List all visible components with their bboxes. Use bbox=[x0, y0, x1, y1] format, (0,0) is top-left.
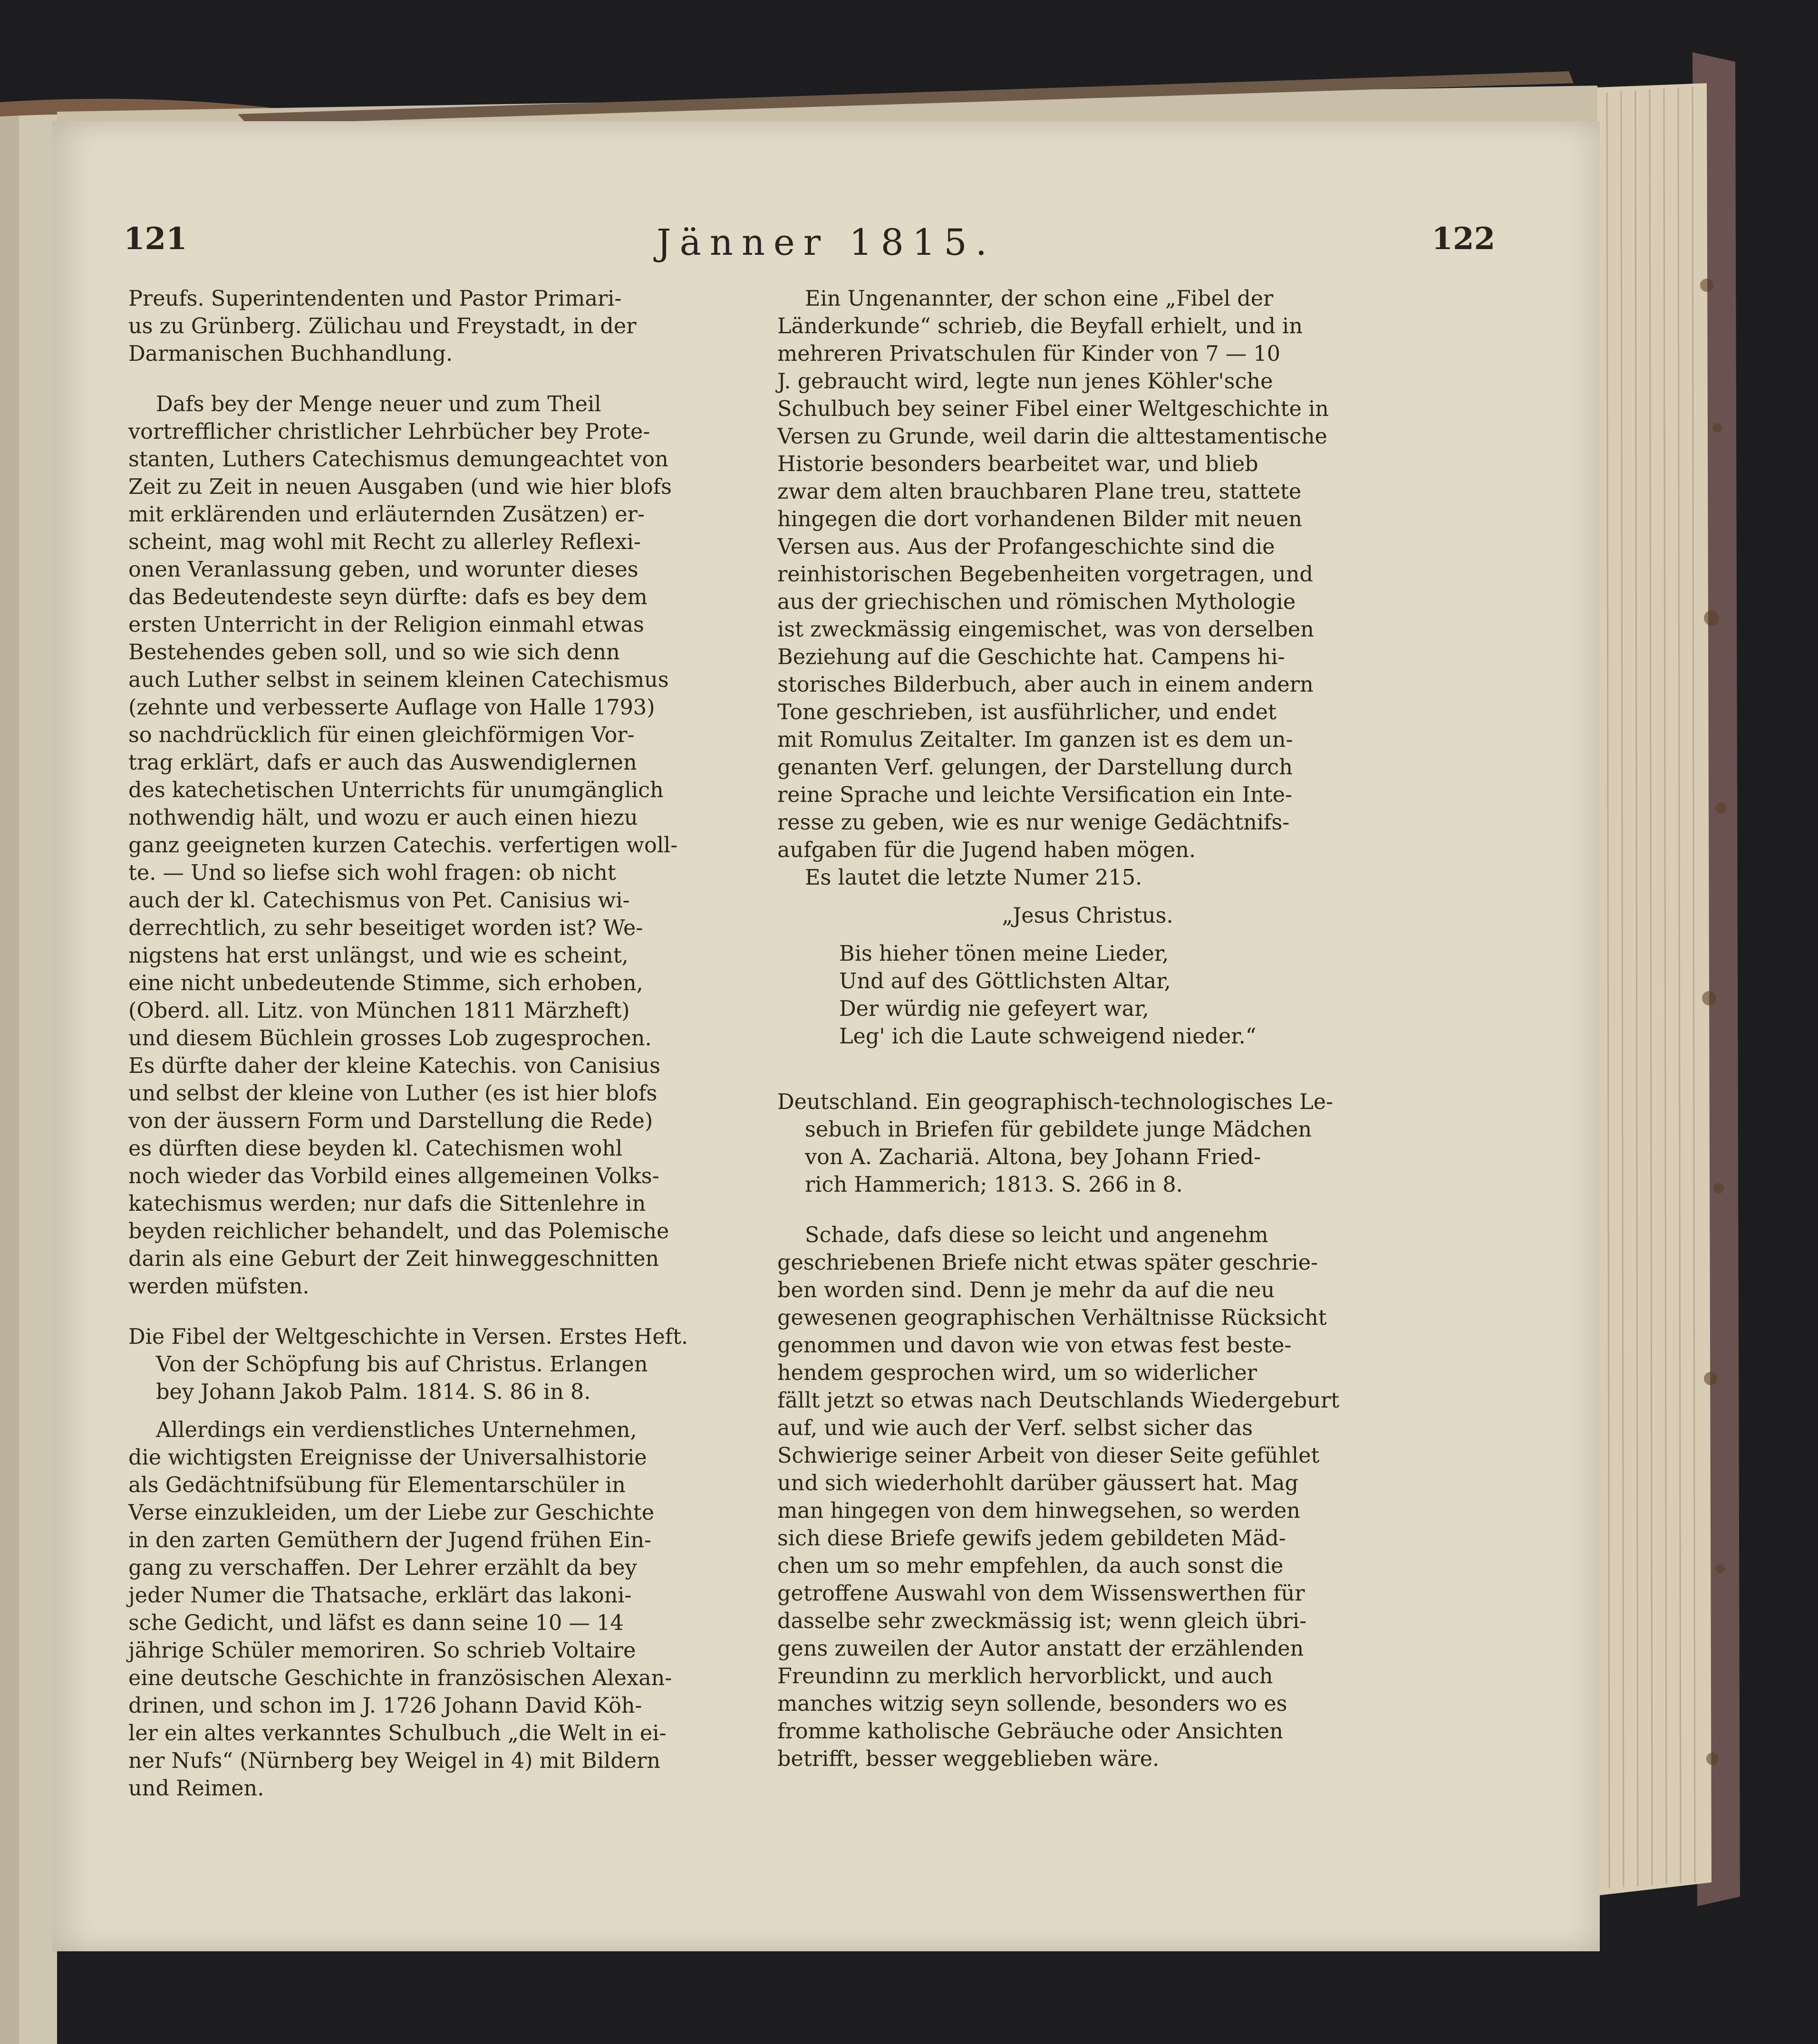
poem-line: Leg' ich die Laute schweigend nieder.“ bbox=[839, 1024, 1257, 1049]
text-line: Zeit zu Zeit in neuen Ausgaben (und wie hier blofs bbox=[128, 475, 672, 499]
text-line: und selbst der kleine von Luther (es ist hier blofs bbox=[128, 1081, 658, 1106]
text-line: scheint, mag wohl mit Recht zu allerley Reflexi- bbox=[128, 530, 641, 554]
text-line: aufgaben für die Jugend haben mögen. bbox=[777, 838, 1196, 862]
text-line: derrechtlich, zu sehr beseitiget worden ist? We- bbox=[128, 916, 643, 940]
text-line: mit Romulus Zeitalter. Im ganzen ist es dem un- bbox=[777, 728, 1293, 752]
text-line: onen Veranlassung geben, und worunter dieses bbox=[128, 558, 638, 582]
text-line: trag erklärt, dafs er auch das Auswendiglernen bbox=[128, 751, 637, 775]
text-line: genanten Verf. gelungen, der Darstellung durch bbox=[777, 755, 1293, 780]
text-line: eine deutsche Geschichte in französischen Alexan- bbox=[128, 1666, 672, 1690]
text-line: ner Nufs“ (Nürnberg bey Weigel in 4) mit Bildern bbox=[128, 1749, 661, 1773]
text-line: Versen zu Grunde, weil darin die alttestamentische bbox=[777, 424, 1327, 449]
text-line: man hingegen von dem hinwegsehen, so werden bbox=[777, 1499, 1300, 1523]
left-column bbox=[128, 285, 749, 1803]
text-line: sich diese Briefe gewifs jedem gebildeten Mäd- bbox=[777, 1526, 1286, 1551]
text-line: hendem gesprochen wird, um so widerlicher bbox=[777, 1361, 1257, 1385]
text-line: Versen aus. Aus der Profangeschichte sind die bbox=[777, 535, 1275, 559]
text-line: auf, und wie auch der Verf. selbst sicher das bbox=[777, 1416, 1253, 1440]
text-line: Historie besonders bearbeitet war, und blieb bbox=[777, 452, 1258, 476]
text-line: genommen und davon wie von etwas fest beste- bbox=[777, 1333, 1292, 1358]
paragraph bbox=[777, 1222, 1398, 1773]
poem-title: „Jesus Christus. bbox=[1002, 904, 1173, 928]
text-line: Dafs bey der Menge neuer und zum Theil bbox=[156, 392, 601, 416]
text-line: stanten, Luthers Catechismus demungeachtet von bbox=[128, 447, 668, 472]
text-line: ersten Unterricht in der Religion einmahl etwas bbox=[128, 613, 644, 637]
text-line: so nachdrücklich für einen gleichförmigen Vor- bbox=[128, 723, 635, 747]
text-line: drinen, und schon im J. 1726 Johann David Köh- bbox=[128, 1694, 642, 1718]
text-line: von A. Zachariä. Altona, bey Johann Fried- bbox=[805, 1145, 1261, 1169]
intro-text bbox=[128, 285, 749, 368]
text-line: sche Gedicht, und läfst es dann seine 10 — 14 bbox=[128, 1611, 624, 1635]
text-line: te. — Und so liefse sich wohl fragen: ob nicht bbox=[128, 861, 616, 885]
text-line: dasselbe sehr zweckmässig ist; wenn gleich übri- bbox=[777, 1609, 1307, 1633]
text-line: gang zu verschaffen. Der Lehrer erzählt da bey bbox=[128, 1556, 637, 1580]
text-line: als Gedächtnifsübung für Elementarschüler in bbox=[128, 1473, 626, 1497]
poem-line: Und auf des Göttlichsten Altar, bbox=[839, 969, 1171, 993]
text-line: Verse einzukleiden, um der Liebe zur Geschichte bbox=[128, 1501, 655, 1525]
text-line: ben worden sind. Denn je mehr da auf die neu bbox=[777, 1278, 1275, 1302]
text-line: nothwendig hält, und wozu er auch einen hiezu bbox=[128, 806, 638, 830]
text-line: auch der kl. Catechismus von Pet. Canisius wi- bbox=[128, 888, 630, 913]
text-line: hingegen die dort vorhandenen Bilder mit neuen bbox=[777, 507, 1302, 531]
text-line: Es lautet die letzte Numer 215. bbox=[805, 866, 1142, 890]
text-line: manches witzig seyn sollende, besonders wo es bbox=[777, 1692, 1287, 1716]
text-line: bey Johann Jakob Palm. 1814. S. 86 in 8. bbox=[156, 1380, 591, 1404]
text-line: reine Sprache und leichte Versification ein Inte- bbox=[777, 783, 1292, 807]
text-line: gens zuweilen der Autor anstatt der erzählenden bbox=[777, 1637, 1304, 1661]
text-line: ist zweckmässig eingemischet, was von derselben bbox=[777, 617, 1314, 642]
text-line: Bestehendes geben soll, und so wie sich denn bbox=[128, 640, 620, 665]
text-line: Schade, dafs diese so leicht und angenehm bbox=[805, 1223, 1268, 1247]
text-line: mehreren Privatschulen für Kinder von 7 — 10 bbox=[777, 342, 1281, 366]
text-line: das Bedeutendeste seyn dürfte: dafs es bey dem bbox=[128, 585, 648, 609]
text-line: jährige Schüler memoriren. So schrieb Voltaire bbox=[128, 1639, 636, 1663]
text-line: von der äussern Form und Darstellung die Rede) bbox=[128, 1109, 653, 1133]
text-line: noch wieder das Vorbild eines allgemeinen Volks- bbox=[128, 1164, 659, 1188]
text-line: Schulbuch bey seiner Fibel einer Weltgeschichte in bbox=[777, 397, 1329, 421]
text-line: und diesem Büchlein grosses Lob zugesprochen. bbox=[128, 1026, 652, 1051]
text-line: katechismus werden; nur dafs die Sittenlehre in bbox=[128, 1192, 646, 1216]
text-line: chen um so mehr empfehlen, da auch sonst die bbox=[777, 1554, 1284, 1578]
text-line: Preufs. Superintendenten und Pastor Primari- bbox=[128, 287, 622, 311]
text-line: des katechetischen Unterrichts für unumgänglich bbox=[128, 778, 664, 802]
paragraph bbox=[777, 285, 1398, 892]
text-line: Länderkunde“ schrieb, die Beyfall erhielt, und in bbox=[777, 314, 1303, 338]
page-number-left: 121 bbox=[124, 221, 187, 257]
text-line: rich Hammerich; 1813. S. 266 in 8. bbox=[805, 1173, 1183, 1197]
text-line: Freundinn zu merklich hervorblickt, und auch bbox=[777, 1664, 1273, 1688]
text-line: Schwierige seiner Arbeit von dieser Seite gefühlet bbox=[777, 1444, 1320, 1468]
text-line: (Oberd. all. Litz. von München 1811 Märzheft) bbox=[128, 999, 630, 1023]
paragraph bbox=[128, 391, 749, 1301]
text-line: Darmanischen Buchhandlung. bbox=[128, 342, 453, 366]
text-line: aus der griechischen und römischen Mythologie bbox=[777, 590, 1296, 614]
text-line: resse zu geben, wie es nur wenige Gedächtnifs- bbox=[777, 810, 1290, 835]
text-line: mit erklärenden und erläuternden Zusätzen) er- bbox=[128, 502, 645, 527]
text-line: und Reimen. bbox=[128, 1776, 264, 1801]
review-heading bbox=[777, 1089, 1398, 1199]
text-line: werden müfsten. bbox=[128, 1274, 309, 1299]
text-line: ler ein altes verkanntes Schulbuch „die Welt in ei- bbox=[128, 1721, 667, 1745]
poem-line: Bis hieher tönen meine Lieder, bbox=[839, 942, 1169, 966]
text-line: gewesenen geographischen Verhältnisse Rücksicht bbox=[777, 1306, 1327, 1330]
text-line: in den zarten Gemüthern der Jugend frühen Ein- bbox=[128, 1528, 652, 1552]
text-line: (zehnte und verbesserte Auflage von Halle 1793) bbox=[128, 695, 655, 720]
text-line: getroffene Auswahl von dem Wissenswerthen für bbox=[777, 1581, 1305, 1606]
book-page bbox=[52, 121, 1600, 1951]
text-line: J. gebraucht wird, legte nun jenes Köhler'sche bbox=[777, 369, 1273, 394]
text-line: us zu Grünberg. Zülichau und Freystadt, in der bbox=[128, 314, 637, 338]
text-line: Die Fibel der Weltgeschichte in Versen. Erstes Heft. bbox=[128, 1325, 688, 1349]
text-line: betrifft, besser weggeblieben wäre. bbox=[777, 1747, 1160, 1771]
text-line: eine nicht unbedeutende Stimme, sich erhoben, bbox=[128, 971, 643, 995]
text-line: jeder Numer die Thatsache, erklärt das lakoni- bbox=[128, 1583, 632, 1608]
text-line: zwar dem alten brauchbaren Plane treu, stattete bbox=[777, 480, 1302, 504]
text-line: Es dürfte daher der kleine Katechis. von Canisius bbox=[128, 1054, 660, 1078]
text-line: Tone geschrieben, ist ausführlicher, und endet bbox=[777, 700, 1276, 724]
text-line: und sich wiederhohlt darüber gäussert hat. Mag bbox=[777, 1471, 1298, 1495]
right-column bbox=[777, 285, 1398, 1773]
poem bbox=[777, 940, 1398, 1051]
text-line: ganz geeigneten kurzen Catechis. verfertigen woll- bbox=[128, 833, 678, 858]
page-number-right: 122 bbox=[1431, 221, 1495, 257]
text-line: auch Luther selbst in seinem kleinen Catechismus bbox=[128, 668, 669, 692]
text-line: Von der Schöpfung bis auf Christus. Erlangen bbox=[156, 1352, 648, 1377]
text-line: Deutschland. Ein geographisch-technologisches Le- bbox=[777, 1090, 1334, 1114]
text-line: es dürften diese beyden kl. Catechismen wohl bbox=[128, 1137, 623, 1161]
text-line: fromme katholische Gebräuche oder Ansichten bbox=[777, 1719, 1283, 1744]
text-line: vortrefflicher christlicher Lehrbücher bey Prote- bbox=[128, 420, 650, 444]
text-line: Beziehung auf die Geschichte hat. Campens hi- bbox=[777, 645, 1285, 669]
text-line: Ein Ungenannter, der schon eine „Fibel der bbox=[805, 287, 1274, 311]
text-line: fällt jetzt so etwas nach Deutschlands Wiedergeburt bbox=[777, 1388, 1340, 1413]
text-line: beyden reichlicher behandelt, und das Polemische bbox=[128, 1219, 669, 1244]
text-line: sebuch in Briefen für gebildete junge Mädchen bbox=[805, 1118, 1312, 1142]
text-line: geschriebenen Briefe nicht etwas später geschrie- bbox=[777, 1251, 1318, 1275]
text-line: darin als eine Geburt der Zeit hinweggeschnitten bbox=[128, 1247, 659, 1271]
text-line: Allerdings ein verdienstliches Unternehmen, bbox=[156, 1418, 637, 1442]
page-title: Jänner 1815. bbox=[657, 221, 996, 263]
text-line: reinhistorischen Begebenheiten vorgetragen, und bbox=[777, 562, 1313, 587]
text-line: storisches Bilderbuch, aber auch in einem andern bbox=[777, 673, 1314, 697]
review-heading bbox=[128, 1323, 749, 1406]
text-line: die wichtigsten Ereignisse der Universalhistorie bbox=[128, 1446, 647, 1470]
text-line: nigstens hat erst unlängst, und wie es scheint, bbox=[128, 944, 629, 968]
paragraph bbox=[128, 1417, 749, 1803]
poem-line: Der würdig nie gefeyert war, bbox=[839, 997, 1149, 1021]
page-header bbox=[52, 221, 1600, 273]
